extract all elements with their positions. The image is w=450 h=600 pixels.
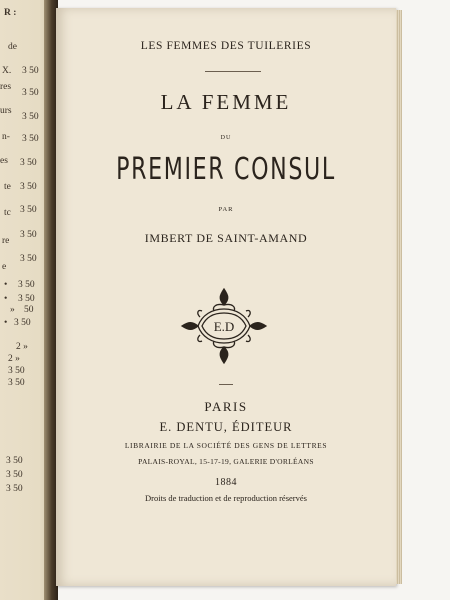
left-page-fragment: 3 50 bbox=[20, 254, 37, 264]
title-connector: DU bbox=[220, 135, 232, 141]
left-page-fragment: urs bbox=[0, 106, 12, 116]
left-page-fragment: n- bbox=[2, 132, 10, 142]
page-edges bbox=[396, 10, 402, 584]
divider-rule bbox=[205, 71, 261, 72]
left-page-fragment: es bbox=[0, 156, 8, 166]
left-page-fragment: de bbox=[8, 42, 17, 52]
left-page-fragment: 3 50 bbox=[8, 378, 25, 388]
left-page-fragment: res bbox=[0, 82, 12, 92]
left-page-fragment: 3 50 bbox=[18, 294, 35, 304]
emblem-monogram: E.D bbox=[213, 319, 235, 334]
publisher-address: PALAIS-ROYAL, 15-17-19, GALERIE D'ORLÉANS bbox=[138, 457, 314, 466]
left-page-fragment: • bbox=[4, 280, 8, 290]
left-page-fragment: te bbox=[4, 182, 11, 192]
author-name: IMBERT DE SAINT-AMAND bbox=[144, 231, 308, 245]
publication-city: PARIS bbox=[204, 399, 248, 414]
left-page-fragment: 3 50 bbox=[6, 470, 23, 480]
left-page-fragment: 3 50 bbox=[22, 134, 39, 144]
publisher-society: LIBRAIRIE DE LA SOCIÉTÉ DES GENS DE LETTRES bbox=[124, 441, 328, 450]
left-page-fragment: 3 50 bbox=[20, 182, 37, 192]
left-page-fragment: 3 50 bbox=[22, 66, 39, 76]
by-label: PAR bbox=[218, 206, 234, 213]
left-page-fragment: 3 50 bbox=[22, 112, 39, 122]
left-page-fragment: 50 bbox=[24, 305, 34, 315]
left-page-fragment: 2 » bbox=[8, 354, 20, 364]
left-page-fragment: 2 » bbox=[16, 342, 28, 352]
left-page-fragment: 3 50 bbox=[6, 456, 23, 466]
publisher-emblem bbox=[178, 283, 270, 369]
left-page-fragment: X. bbox=[2, 66, 12, 76]
left-page-fragment: 3 50 bbox=[22, 88, 39, 98]
publication-year: 1884 bbox=[215, 477, 237, 488]
left-page-fragment: 3 50 bbox=[8, 366, 25, 376]
left-page-fragment: » bbox=[10, 305, 15, 315]
left-page-fragment: re bbox=[2, 236, 10, 246]
left-page-fragment: tc bbox=[4, 208, 11, 218]
left-page-fragment: 3 50 bbox=[18, 280, 35, 290]
left-page-fragment: • bbox=[4, 294, 8, 304]
short-divider bbox=[219, 384, 233, 385]
publisher-name: E. DENTU, ÉDITEUR bbox=[159, 420, 293, 434]
left-page-fragment: • bbox=[4, 318, 8, 328]
left-page-fragment: 3 50 bbox=[20, 230, 37, 240]
left-page-fragment: 3 50 bbox=[14, 318, 31, 328]
left-page-fragment: 3 50 bbox=[6, 484, 23, 494]
left-page-fragment: e bbox=[2, 262, 7, 272]
book-title-line1: LA FEMME bbox=[160, 90, 292, 114]
book-title-line2: PREMIER CONSUL bbox=[116, 152, 336, 187]
rights-notice: Droits de traduction et de reproduction réservés bbox=[145, 493, 307, 503]
series-title: LES FEMMES DES TUILERIES bbox=[140, 40, 312, 52]
left-page-fragment: 3 50 bbox=[20, 158, 37, 168]
left-page-fragment: R : bbox=[4, 8, 17, 18]
left-page-fragment: 3 50 bbox=[20, 205, 37, 215]
